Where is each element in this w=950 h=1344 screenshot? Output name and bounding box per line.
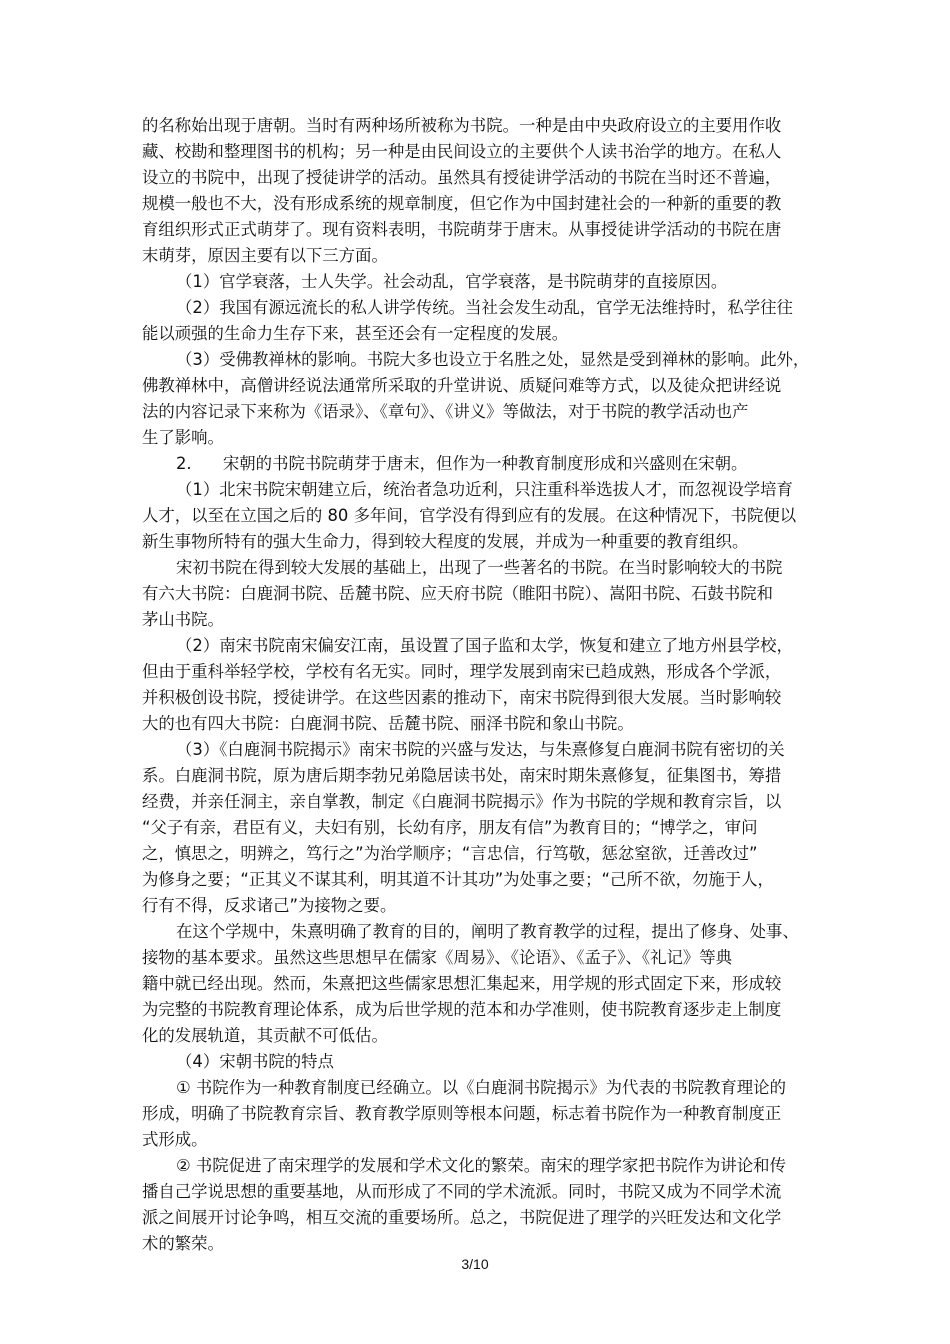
text-line: 式形成。 <box>142 1130 208 1149</box>
text-line: 但由于重科举轻学校，学校有名无实。同时，理学发展到南宋已趋成熟，形成各个学派， <box>142 662 782 681</box>
text-line: （1）官学衰落，士人失学。社会动乱，官学衰落，是书院萌芽的直接原因。 <box>176 272 728 291</box>
text-line: 在这个学规中，朱熹明确了教育的目的，阐明了教育教学的过程，提出了修身、处事、 <box>176 922 799 941</box>
text-line: 为完整的书院教育理论体系，成为后世学规的范本和办学准则，使书院教育逐步走上制度 <box>142 1000 782 1019</box>
text-line: 规模一般也不大，没有形成系统的规章制度，但它作为中国封建社会的一种新的重要的教 <box>142 194 782 213</box>
text-line: 藏、校勘和整理图书的机构；另一种是由民间设立的主要供个人读书治学的地方。在私人 <box>142 142 782 161</box>
text-line: 接物的基本要求。虽然这些思想早在儒家《周易》、《论语》、《孟子》、《礼记》等典 <box>142 948 733 967</box>
text-line: 化的发展轨道，其贡献不可低估。 <box>142 1026 388 1045</box>
text-line: 派之间展开讨论争鸣，相互交流的重要场所。总之，书院促进了理学的兴旺发达和文化学 <box>142 1208 782 1227</box>
text-line: 有六大书院：白鹿洞书院、岳麓书院、应天府书院（睢阳书院）、嵩阳书院、石鼓书院和 <box>142 584 774 603</box>
text-line: 的名称始出现于唐朝。当时有两种场所被称为书院。一种是由中央政府设立的主要用作收 <box>142 116 782 135</box>
text-line: 2. 宋朝的书院书院萌芽于唐末，但作为一种教育制度形成和兴盛则在宋朝。 <box>176 454 748 473</box>
text-line: 法的内容记录下来称为《语录》、《章句》、《讲义》等做法，对于书院的教学活动也产 <box>142 402 749 421</box>
text-line: 籍中就已经出现。然而，朱熹把这些儒家思想汇集起来，用学规的形式固定下来，形成较 <box>142 974 782 993</box>
text-line: 新生事物所特有的强大生命力，得到较大程度的发展，并成为一种重要的教育组织。 <box>142 532 749 551</box>
text-line: 末萌芽，原因主要有以下三方面。 <box>142 246 388 265</box>
text-line: 为修身之要；“正其义不谋其利，明其道不计其功”为处事之要；“己所不欲，勿施于人， <box>142 870 774 889</box>
text-line: 设立的书院中，出现了授徒讲学的活动。虽然具有授徒讲学活动的书院在当时还不普遍， <box>142 168 782 187</box>
text-line: 能以顽强的生命力生存下来，甚至还会有一定程度的发展。 <box>142 324 569 343</box>
text-line: 并积极创设书院，授徒讲学。在这些因素的推动下，南宋书院得到很大发展。当时影响较 <box>142 688 782 707</box>
text-line: （2）南宋书院南宋偏安江南，虽设置了国子监和太学，恢复和建立了地方州县学校， <box>176 636 793 655</box>
text-line: 宋初书院在得到较大发展的基础上，出现了一些著名的书院。在当时影响较大的书院 <box>176 558 783 577</box>
text-line: 之，慎思之，明辨之，笃行之”为治学顺序；“言忠信，行笃敬，惩忿窒欲，迁善改过” <box>142 844 758 863</box>
text-line: ① 书院作为一种教育制度已经确立。以《白鹿洞书院揭示》为代表的书院教育理论的 <box>176 1078 786 1097</box>
text-line: 佛教禅林中，高僧讲经说法通常所采取的升堂讲说、质疑问难等方式，以及徒众把讲经说 <box>142 376 782 395</box>
text-line: 生了影响。 <box>142 428 224 447</box>
text-line: （4）宋朝书院的特点 <box>176 1052 334 1071</box>
text-line: 人才，以至在立国之后的 80 多年间，官学没有得到应有的发展。在这种情况下，书院便以 <box>142 506 797 525</box>
text-line: 术的繁荣。 <box>142 1234 224 1253</box>
text-line: （1）北宋书院宋朝建立后，统治者急功近利，只注重科举选拔人才，而忽视设学培育 <box>176 480 793 499</box>
text-line: 形成，明确了书院教育宗旨、教育教学原则等根本问题，标志着书院作为一种教育制度正 <box>142 1104 782 1123</box>
text-line: 系。白鹿洞书院，原为唐后期李勃兄弟隐居读书处，南宋时期朱熹修复，征集图书，筹措 <box>142 766 782 785</box>
text-line: “父子有亲，君臣有义，夫妇有别，长幼有序，朋友有信”为教育目的；“博学之，审问 <box>142 818 758 837</box>
text-line: （3）受佛教禅林的影响。书院大多也设立于名胜之处，显然是受到禅林的影响。此外， <box>176 350 810 369</box>
text-line: ② 书院促进了南宋理学的发展和学术文化的繁荣。南宋的理学家把书院作为讲论和传 <box>176 1156 786 1175</box>
text-line: 大的也有四大书院：白鹿洞书院、岳麓书院、丽泽书院和象山书院。 <box>142 714 634 733</box>
text-line: 行有不得，反求诸己”为接物之要。 <box>142 896 397 915</box>
text-line: 播自己学说思想的重要基地，从而形成了不同的学术流派。同时，书院又成为不同学术流 <box>142 1182 782 1201</box>
text-line: 经费，并亲任洞主，亲自掌教，制定《白鹿洞书院揭示》作为书院的学规和教育宗旨，以 <box>142 792 782 811</box>
text-line: （2）我国有源远流长的私人讲学传统。当社会发生动乱，官学无法维持时，私学往往 <box>176 298 793 317</box>
page-number: 3/10 <box>461 1256 489 1272</box>
text-line: 育组织形式正式萌芽了。现有资料表明，书院萌芽于唐末。从事授徒讲学活动的书院在唐 <box>142 220 782 239</box>
text-line: （3）《白鹿洞书院揭示》南宋书院的兴盛与发达，与朱熹修复白鹿洞书院有密切的关 <box>176 740 785 759</box>
text-line: 茅山书院。 <box>142 610 224 629</box>
